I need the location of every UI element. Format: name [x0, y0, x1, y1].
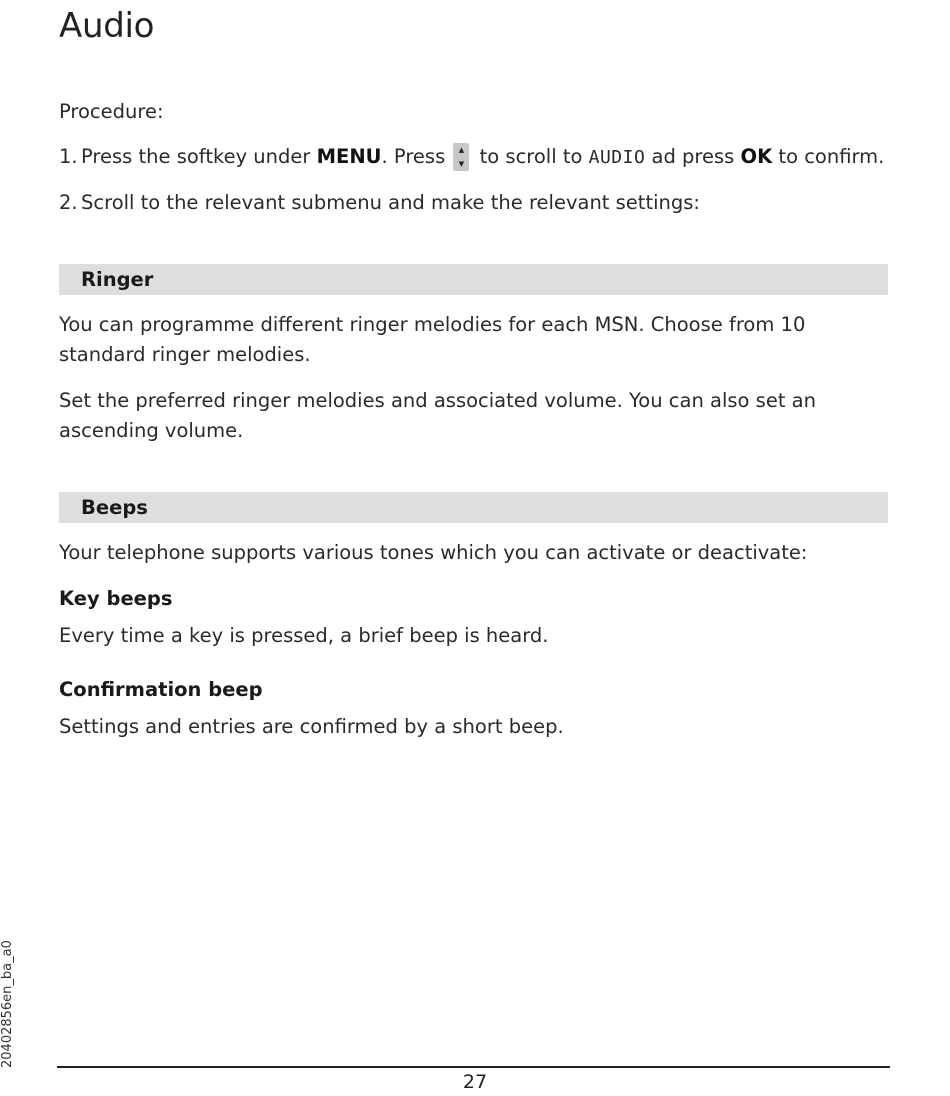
document-code: 20402856en_ba_a0 [0, 940, 15, 1068]
section-heading: Beeps [81, 496, 148, 519]
beeps-intro: Your telephone supports various tones which you can activate or deactivate: [59, 541, 808, 564]
up-down-scroll-key-icon: ▲ ▼ [453, 143, 469, 171]
lcd-display-text: AUDIO [588, 147, 646, 168]
section-header-beeps [59, 492, 888, 523]
confirmation-beep-text: Settings and entries are confirmed by a short beep. [59, 715, 564, 738]
section-header-ringer [59, 264, 888, 295]
step-number: 2. [59, 191, 78, 214]
step-1 [59, 142, 889, 173]
page-title: Audio [59, 6, 155, 46]
menu-keyword: MENU [316, 145, 382, 168]
key-beeps-heading: Key beeps [59, 587, 173, 610]
procedure-label: Procedure: [59, 100, 164, 123]
ringer-paragraph-1: You can programme different ringer melodies for each MSN. Choose from 10 standard ringer melodies. [59, 313, 806, 366]
step-text: Press the softkey under MENU. Press ▲ ▼ to scroll to AUDIO ad press OK to confirm. [81, 142, 884, 173]
step-text: Scroll to the relevant submenu and make the relevant settings: [81, 191, 700, 214]
step-number: 1. [59, 145, 78, 168]
ringer-paragraph-2: Set the preferred ringer melodies and associated volume. You can also set an ascending volume. [59, 389, 816, 442]
key-beeps-text: Every time a key is pressed, a brief beep is heard. [59, 624, 549, 647]
section-heading: Ringer [81, 268, 154, 291]
confirmation-beep-heading: Confirmation beep [59, 678, 263, 701]
page-number: 27 [462, 1071, 488, 1093]
step-2 [59, 188, 889, 218]
footer-rule [57, 1066, 890, 1068]
ok-keyword: OK [740, 145, 773, 168]
